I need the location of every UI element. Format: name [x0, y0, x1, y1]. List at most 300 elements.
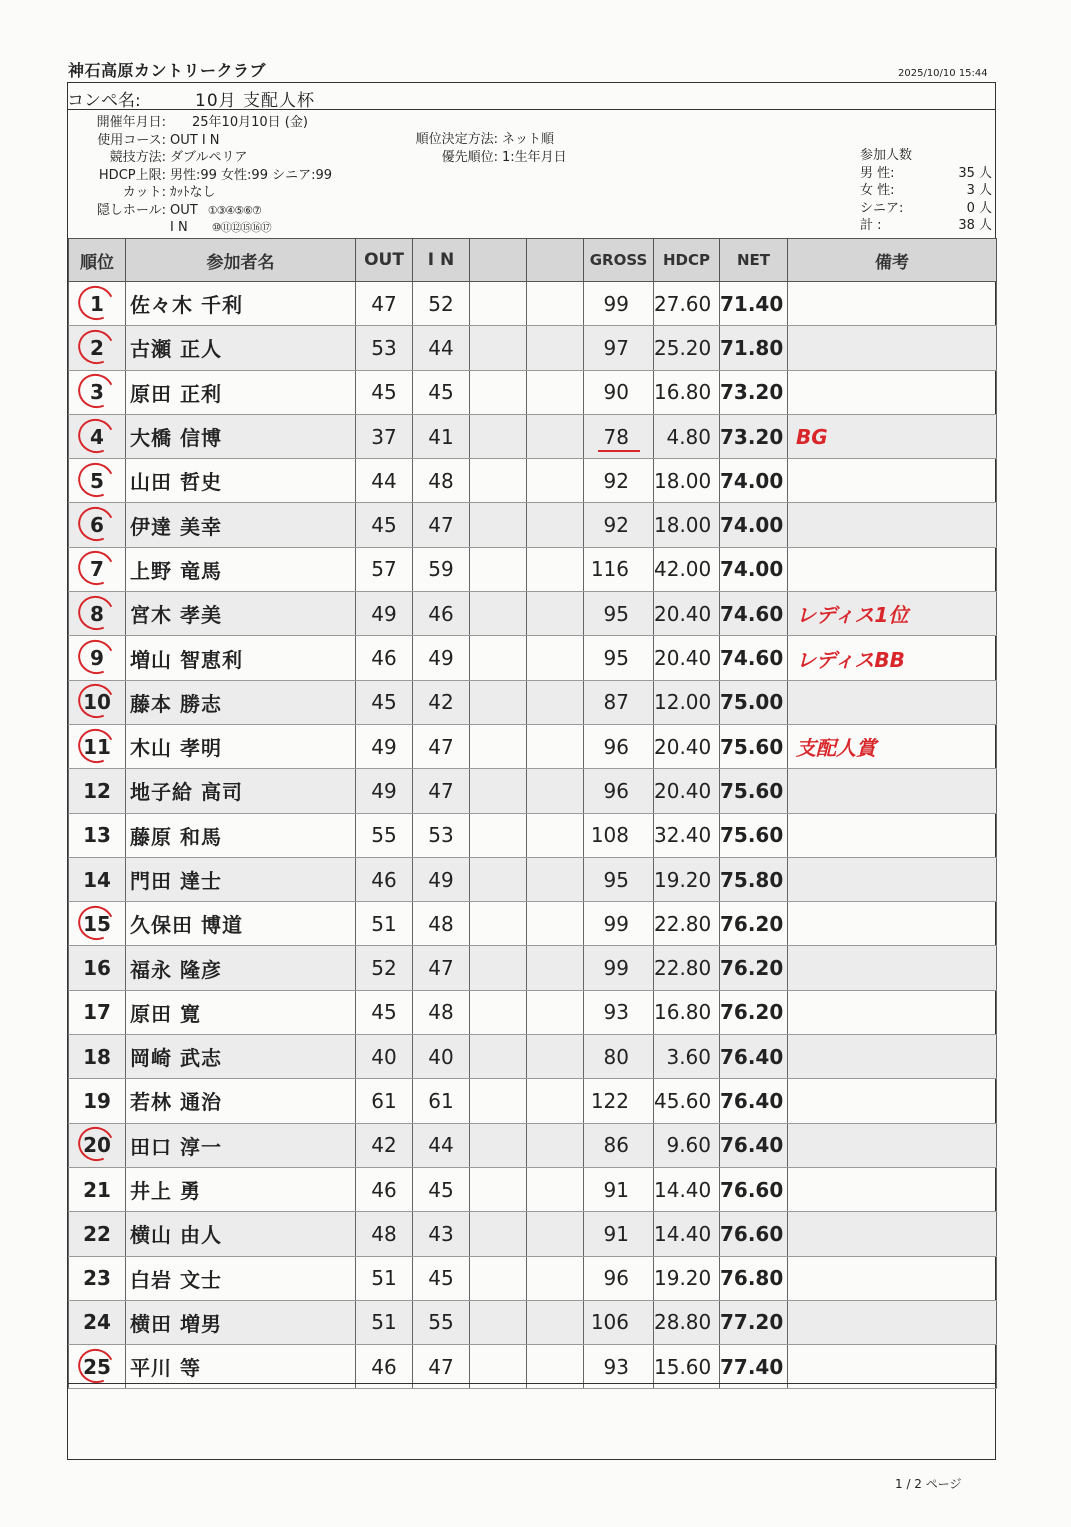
note-cell	[788, 370, 997, 414]
hdcp-limit-label: HDCP上限:	[98, 167, 166, 183]
rank-text: 10	[83, 690, 111, 715]
blank-cell	[470, 724, 527, 768]
note-cell	[788, 680, 997, 724]
out-score-text: 48	[371, 1221, 397, 1246]
hidden-in-prefix: I N	[170, 220, 188, 235]
player-name-text: 平川 等	[130, 1356, 201, 1381]
in-score-text: 48	[428, 1000, 454, 1025]
player-name-cell	[126, 547, 356, 591]
hand-drawn-circle	[73, 281, 118, 325]
net-cell	[720, 724, 788, 768]
hdcp-text: 14.40	[654, 1177, 712, 1202]
blank-cell	[527, 990, 584, 1034]
gross-cell	[584, 813, 654, 857]
table-row	[69, 636, 997, 680]
hdcp-cell	[654, 1035, 720, 1079]
out-score-cell	[356, 547, 413, 591]
in-score-text: 47	[428, 778, 454, 803]
net-text: 73.20	[720, 380, 784, 405]
player-name-cell	[126, 724, 356, 768]
gross-cell	[584, 724, 654, 768]
blank-cell	[470, 414, 527, 458]
rank-cell	[69, 1123, 126, 1167]
rank-cell	[69, 370, 126, 414]
gross-text: 106	[590, 1310, 629, 1335]
note-cell	[788, 946, 997, 990]
player-name-cell	[126, 636, 356, 680]
gross-cell	[584, 902, 654, 946]
in-score-cell	[413, 459, 470, 503]
blank-cell	[470, 636, 527, 680]
net-text: 74.00	[720, 557, 784, 582]
net-cell	[720, 1035, 788, 1079]
in-score-text: 45	[428, 380, 454, 405]
in-score-cell	[413, 769, 470, 813]
out-score-cell	[356, 414, 413, 458]
player-name-cell	[126, 1212, 356, 1256]
rank-text: 15	[83, 911, 111, 936]
blank-cell	[470, 769, 527, 813]
in-score-cell	[413, 946, 470, 990]
player-name-cell	[126, 680, 356, 724]
blank-cell	[527, 1123, 584, 1167]
table-row	[69, 1123, 997, 1167]
gross-text: 99	[603, 911, 629, 936]
net-cell	[720, 592, 788, 636]
hidden-in-holes: ⑩⑪⑫⑮⑯⑰	[211, 221, 271, 234]
table-row	[69, 990, 997, 1034]
out-score-text: 45	[371, 380, 397, 405]
rank-cell	[69, 503, 126, 547]
blank-cell	[527, 813, 584, 857]
blank-cell	[527, 1035, 584, 1079]
hdcp-cell	[654, 282, 720, 326]
in-score-text: 41	[428, 424, 454, 449]
net-text: 77.40	[720, 1354, 784, 1379]
hdcp-cell	[654, 1167, 720, 1211]
gross-cell	[584, 990, 654, 1034]
col-header-blank	[470, 239, 527, 282]
blank-cell	[470, 680, 527, 724]
net-text: 76.40	[720, 1088, 784, 1113]
in-score-text: 45	[428, 1266, 454, 1291]
rank-cell	[69, 680, 126, 724]
note-cell	[788, 592, 997, 636]
hdcp-text: 20.40	[654, 601, 712, 626]
table-row	[69, 1212, 997, 1256]
in-score-text: 55	[428, 1310, 454, 1335]
rank-text: 11	[83, 734, 111, 759]
table-row	[69, 680, 997, 724]
table-bottom-rule	[68, 1383, 996, 1385]
rank-cell	[69, 946, 126, 990]
net-cell	[720, 1079, 788, 1123]
rank-text: 7	[90, 557, 104, 582]
gross-cell	[584, 1256, 654, 1300]
net-text: 75.60	[720, 823, 784, 848]
out-score-text: 49	[371, 734, 397, 759]
count-value: 3 人	[966, 183, 992, 198]
out-score-text: 45	[371, 1000, 397, 1025]
hdcp-text: 42.00	[654, 557, 712, 582]
gross-text: 96	[603, 1266, 629, 1291]
table-row	[69, 857, 997, 901]
col-header-name: 参加者名	[126, 239, 356, 282]
gross-cell	[584, 769, 654, 813]
blank-cell	[527, 946, 584, 990]
out-score-text: 51	[371, 1266, 397, 1291]
net-text: 76.60	[720, 1177, 784, 1202]
hdcp-text: 19.20	[654, 1266, 712, 1291]
hand-drawn-underline	[598, 450, 640, 452]
rank-cell	[69, 1167, 126, 1211]
hidden-out-prefix: OUT	[170, 202, 198, 218]
hdcp-cell	[654, 724, 720, 768]
count-label: 計 :	[860, 218, 882, 233]
player-name-text: 宮木 孝美	[130, 603, 222, 628]
table-row	[69, 724, 997, 768]
blank-cell	[470, 902, 527, 946]
hdcp-cell	[654, 636, 720, 680]
hand-drawn-circle	[73, 325, 118, 369]
out-score-cell	[356, 326, 413, 370]
gross-cell	[584, 282, 654, 326]
gross-text: 96	[603, 734, 629, 759]
player-name-text: 横田 増男	[130, 1311, 222, 1336]
blank-cell	[470, 547, 527, 591]
out-score-text: 55	[371, 823, 397, 848]
table-header-row	[69, 239, 997, 282]
competition-bar	[67, 82, 996, 110]
blank-cell	[527, 547, 584, 591]
hand-drawn-circle	[73, 591, 118, 635]
print-timestamp: 2025/10/10 15:44	[898, 68, 988, 79]
rank-text: 4	[90, 424, 104, 449]
net-cell	[720, 1167, 788, 1211]
table-row	[69, 326, 997, 370]
gross-text: 91	[603, 1221, 629, 1246]
info-block-middle	[398, 131, 567, 166]
blank-cell	[527, 326, 584, 370]
rank-text: 16	[83, 956, 111, 981]
net-text: 73.20	[720, 424, 784, 449]
in-score-text: 47	[428, 1354, 454, 1379]
out-score-cell	[356, 1212, 413, 1256]
gross-text: 95	[603, 646, 629, 671]
in-score-cell	[413, 1300, 470, 1344]
net-text: 74.60	[720, 646, 784, 671]
hand-drawn-circle	[73, 458, 118, 502]
in-score-text: 49	[428, 646, 454, 671]
hdcp-text: 19.20	[654, 867, 712, 892]
course-value: OUT I N	[170, 132, 220, 148]
out-score-text: 53	[371, 335, 397, 360]
gross-cell	[584, 414, 654, 458]
gross-cell	[584, 1212, 654, 1256]
hdcp-text: 20.40	[654, 734, 712, 759]
blank-cell	[470, 282, 527, 326]
count-label: 男 性:	[860, 165, 895, 181]
rank-cell	[69, 459, 126, 503]
ranking-method-label: 順位決定方法:	[415, 132, 498, 147]
player-name-cell	[126, 857, 356, 901]
hdcp-text: 16.80	[654, 380, 712, 405]
table-row	[69, 1167, 997, 1211]
player-name-text: 門田 達士	[130, 869, 222, 893]
in-score-cell	[413, 857, 470, 901]
table-row	[69, 592, 997, 636]
blank-cell	[470, 1212, 527, 1256]
table-row	[69, 813, 997, 857]
gross-cell	[584, 946, 654, 990]
player-name-text: 田口 淳一	[130, 1134, 222, 1159]
competition-label: コンペ名:	[67, 91, 141, 111]
note-cell	[788, 724, 997, 768]
gross-text: 95	[603, 867, 629, 892]
gross-cell	[584, 326, 654, 370]
out-score-cell	[356, 946, 413, 990]
net-cell	[720, 282, 788, 326]
gross-cell	[584, 636, 654, 680]
hidden-holes-label: 隠しホール:	[96, 202, 166, 218]
method-value: ダブルペリア	[170, 150, 248, 165]
player-name-text: 古瀬 正人	[130, 337, 222, 362]
gross-text: 78	[603, 424, 629, 449]
rank-text: 1	[90, 291, 104, 316]
out-score-cell	[356, 769, 413, 813]
in-score-text: 44	[428, 1133, 454, 1158]
hand-drawn-circle	[73, 679, 118, 723]
note-cell	[788, 857, 997, 901]
net-text: 75.80	[720, 867, 784, 892]
rank-cell	[69, 547, 126, 591]
note-cell	[788, 990, 997, 1034]
in-score-cell	[413, 680, 470, 724]
rank-cell	[69, 1079, 126, 1123]
out-score-text: 46	[371, 646, 397, 671]
rank-text: 20	[83, 1133, 111, 1158]
out-score-text: 52	[371, 956, 397, 981]
player-name-text: 岡崎 武志	[130, 1046, 222, 1071]
blank-cell	[527, 503, 584, 547]
rank-text: 14	[83, 867, 111, 892]
hdcp-cell	[654, 857, 720, 901]
out-score-text: 51	[371, 911, 397, 936]
table-row	[69, 769, 997, 813]
out-score-text: 46	[371, 867, 397, 892]
method-label: 競技方法:	[109, 150, 166, 165]
net-cell	[720, 547, 788, 591]
gross-text: 80	[603, 1044, 629, 1069]
col-header-out: OUT	[356, 239, 413, 282]
player-name-text: 白岩 文士	[130, 1267, 222, 1292]
net-text: 77.20	[720, 1310, 784, 1335]
note-cell	[788, 326, 997, 370]
date-label: 開催年月日:	[96, 115, 166, 130]
hdcp-text: 45.60	[654, 1088, 712, 1113]
note-text: レディス1位	[796, 603, 909, 628]
hdcp-cell	[654, 370, 720, 414]
in-score-text: 43	[428, 1221, 454, 1246]
in-score-cell	[413, 1123, 470, 1167]
hdcp-cell	[654, 1079, 720, 1123]
net-cell	[720, 857, 788, 901]
net-text: 76.20	[720, 1000, 784, 1025]
rank-text: 6	[90, 513, 104, 538]
player-name-cell	[126, 414, 356, 458]
hand-drawn-circle	[73, 1122, 118, 1166]
note-cell	[788, 459, 997, 503]
net-text: 76.80	[720, 1266, 784, 1291]
player-name-text: 大橋 信博	[130, 426, 222, 451]
out-score-text: 45	[371, 690, 397, 715]
priority-value: 1:生年月日	[502, 149, 567, 165]
hdcp-text: 9.60	[666, 1133, 711, 1158]
cut-label: カット:	[122, 185, 166, 200]
note-cell	[788, 282, 997, 326]
rank-text: 12	[83, 778, 111, 803]
net-text: 76.60	[720, 1221, 784, 1246]
out-score-cell	[356, 902, 413, 946]
in-score-cell	[413, 813, 470, 857]
hand-drawn-circle	[73, 723, 118, 767]
net-cell	[720, 990, 788, 1034]
player-name-cell	[126, 503, 356, 547]
hdcp-cell	[654, 946, 720, 990]
count-value: 0 人	[966, 200, 992, 216]
rank-text: 2	[90, 335, 104, 360]
net-cell	[720, 503, 788, 547]
results-body	[69, 282, 997, 1389]
in-score-cell	[413, 1079, 470, 1123]
date-value: 25年10月10日 (金)	[192, 115, 308, 130]
hand-drawn-circle	[73, 502, 118, 546]
blank-cell	[527, 1256, 584, 1300]
out-score-cell	[356, 1167, 413, 1211]
blank-cell	[470, 1256, 527, 1300]
player-name-text: 地子給 高司	[130, 780, 243, 805]
player-name-text: 横山 由人	[130, 1223, 222, 1248]
gross-text: 95	[603, 601, 629, 626]
player-name-cell	[126, 1300, 356, 1344]
player-name-text: 福永 隆彦	[130, 957, 222, 982]
rank-text: 25	[83, 1354, 111, 1379]
player-name-text: 藤原 和馬	[130, 824, 222, 849]
hdcp-text: 22.80	[654, 911, 712, 936]
hdcp-text: 3.60	[666, 1044, 711, 1069]
rank-cell	[69, 1300, 126, 1344]
player-name-cell	[126, 1167, 356, 1211]
in-score-text: 61	[428, 1088, 454, 1113]
gross-text: 86	[603, 1133, 629, 1158]
out-score-cell	[356, 459, 413, 503]
out-score-text: 37	[371, 424, 397, 449]
note-cell	[788, 1167, 997, 1211]
gross-text: 108	[590, 823, 629, 848]
rank-text: 19	[83, 1088, 111, 1113]
gross-cell	[584, 459, 654, 503]
net-text: 71.40	[720, 291, 784, 316]
table-row	[69, 946, 997, 990]
blank-cell	[470, 1167, 527, 1211]
out-score-cell	[356, 1300, 413, 1344]
course-label: 使用コース:	[97, 132, 166, 148]
net-cell	[720, 326, 788, 370]
hdcp-cell	[654, 326, 720, 370]
note-cell	[788, 1035, 997, 1079]
player-name-cell	[126, 326, 356, 370]
col-header-notes: 備考	[788, 239, 997, 282]
out-score-text: 42	[371, 1133, 397, 1158]
out-score-text: 49	[371, 601, 397, 626]
player-name-cell	[126, 1035, 356, 1079]
in-score-cell	[413, 414, 470, 458]
net-cell	[720, 902, 788, 946]
club-name: 神石高原カントリークラブ	[68, 61, 267, 80]
hdcp-text: 28.80	[654, 1310, 712, 1335]
rank-cell	[69, 326, 126, 370]
player-name-text: 若林 通治	[130, 1090, 222, 1115]
gross-text: 93	[603, 1000, 629, 1025]
out-score-text: 46	[371, 1354, 397, 1379]
player-name-text: 原田 正利	[130, 381, 222, 406]
player-name-text: 原田 寛	[130, 1001, 201, 1026]
hdcp-cell	[654, 547, 720, 591]
participants-title: 参加人数	[860, 148, 913, 163]
in-score-text: 49	[428, 867, 454, 892]
hdcp-text: 27.60	[654, 291, 712, 316]
out-score-text: 44	[371, 468, 397, 493]
hdcp-cell	[654, 813, 720, 857]
results-table	[68, 238, 997, 1389]
net-text: 74.00	[720, 513, 784, 538]
hand-drawn-circle	[73, 901, 118, 945]
table-row	[69, 370, 997, 414]
out-score-text: 47	[371, 291, 397, 316]
out-score-cell	[356, 1079, 413, 1123]
gross-cell	[584, 1167, 654, 1211]
player-name-cell	[126, 813, 356, 857]
col-header-gross: GROSS	[584, 239, 654, 282]
gross-text: 91	[603, 1177, 629, 1202]
in-score-cell	[413, 547, 470, 591]
gross-text: 87	[603, 690, 629, 715]
hdcp-text: 25.20	[654, 335, 712, 360]
out-score-text: 57	[371, 557, 397, 582]
out-score-cell	[356, 592, 413, 636]
net-text: 75.60	[720, 734, 784, 759]
in-score-cell	[413, 1035, 470, 1079]
rank-cell	[69, 902, 126, 946]
player-name-cell	[126, 1256, 356, 1300]
blank-cell	[470, 1300, 527, 1344]
blank-cell	[470, 459, 527, 503]
ranking-method-value: ネット順	[502, 132, 555, 147]
note-cell	[788, 1300, 997, 1344]
out-score-text: 49	[371, 778, 397, 803]
in-score-text: 42	[428, 690, 454, 715]
net-cell	[720, 680, 788, 724]
blank-cell	[527, 1167, 584, 1211]
note-text: BG	[796, 424, 828, 449]
in-score-text: 40	[428, 1044, 454, 1069]
player-name-cell	[126, 769, 356, 813]
out-score-cell	[356, 724, 413, 768]
in-score-cell	[413, 636, 470, 680]
in-score-text: 47	[428, 956, 454, 981]
note-cell	[788, 1123, 997, 1167]
in-score-text: 45	[428, 1177, 454, 1202]
